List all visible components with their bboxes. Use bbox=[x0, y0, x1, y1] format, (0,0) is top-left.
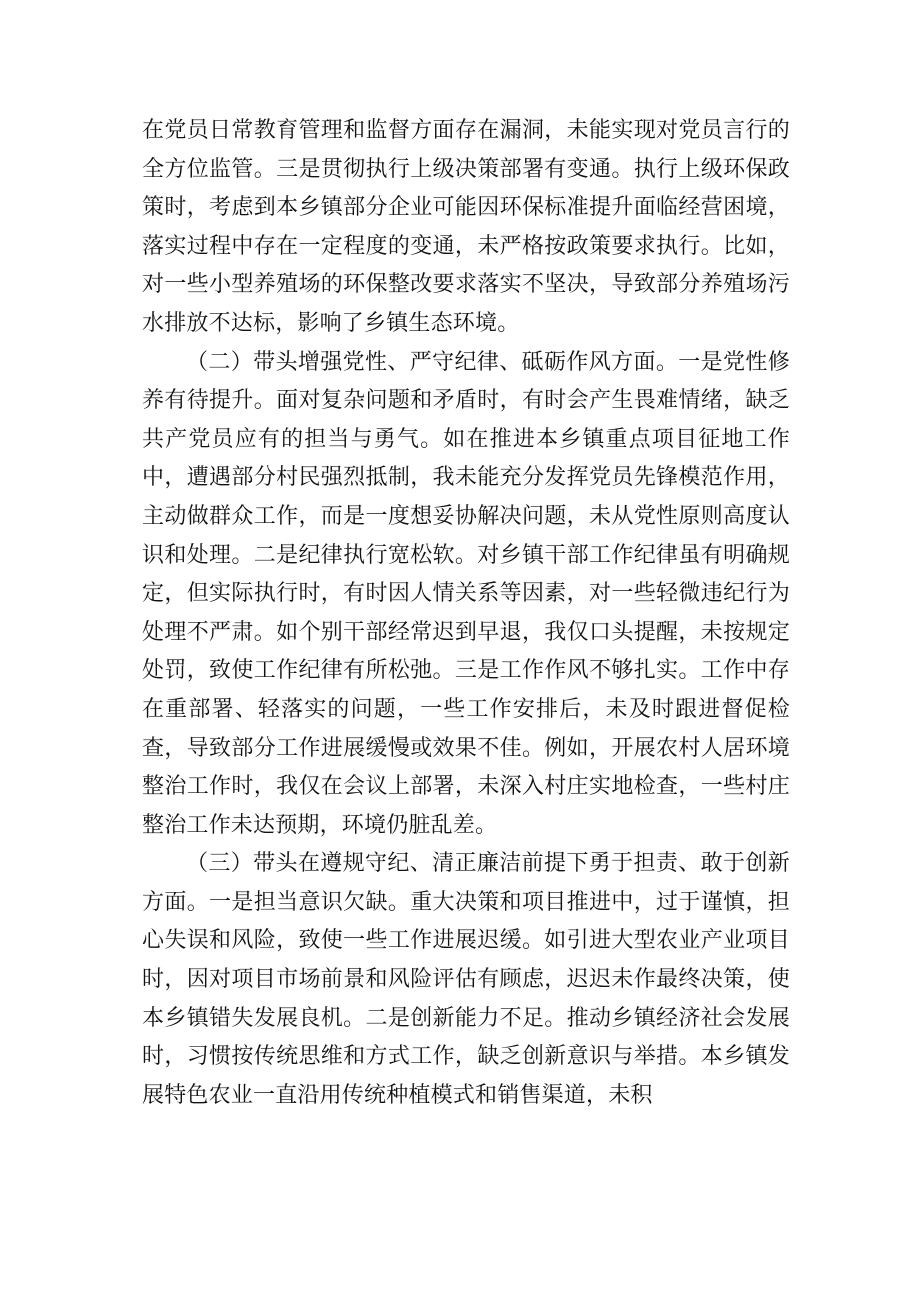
document-body bbox=[142, 112, 790, 1115]
paragraph-section-two: （二）带头增强党性、严守纪律、砥砺作风方面。一是党性修养有待提升。面对复杂问题和矛盾时，有时会产生畏难情绪，缺乏共产党员应有的担当与勇气。如在推进本乡镇重点项目征地工作中，遭遇部分村民强烈抵制，我未能充分发挥党员先锋模范作用，主动做群众工作，而是一度想妥协解决问题，未从党性原则高度认识和处理。二是纪律执行宽松软。对乡镇干部工作纪律虽有明确规定，但实际执行时，有时因人情关系等因素，对一些轻微违纪行为处理不严肃。如个别干部经常迟到早退，我仅口头提醒，未按规定处罚，致使工作纪律有所松弛。三是工作作风不够扎实。工作中存在重部署、轻落实的问题，一些工作安排后，未及时跟进督促检查，导致部分工作进展缓慢或效果不佳。例如，开展农村人居环境整治工作时，我仅在会议上部署，未深入村庄实地检查，一些村庄整治工作未达预期，环境仍脏乱差。 bbox=[142, 349, 790, 838]
paragraph-continued: 在党员日常教育管理和监督方面存在漏洞，未能实现对党员言行的全方位监管。三是贯彻执行上级决策部署有变通。执行上级环保政策时，考虑到本乡镇部分企业可能因环保标准提升面临经营困境，落实过程中存在一定程度的变通，未严格按政策要求执行。比如，对一些小型养殖场的环保整改要求落实不坚决，导致部分养殖场污水排放不达标，影响了乡镇生态环境。 bbox=[142, 118, 790, 336]
paragraph-section-three: （三）带头在遵规守纪、清正廉洁前提下勇于担责、敢于创新方面。一是担当意识欠缺。重大决策和项目推进中，过于谨慎，担心失误和风险，致使一些工作进展迟缓。如引进大型农业产业项目时，因对项目市场前景和风险评估有顾虑，迟迟未作最终决策，使本乡镇错失发展良机。二是创新能力不足。推动乡镇经济社会发展时，习惯按传统思维和方式工作，缺乏创新意识与举措。本乡镇发展特色农业一直沿用传统种植模式和销售渠道，未积 bbox=[142, 851, 790, 1108]
